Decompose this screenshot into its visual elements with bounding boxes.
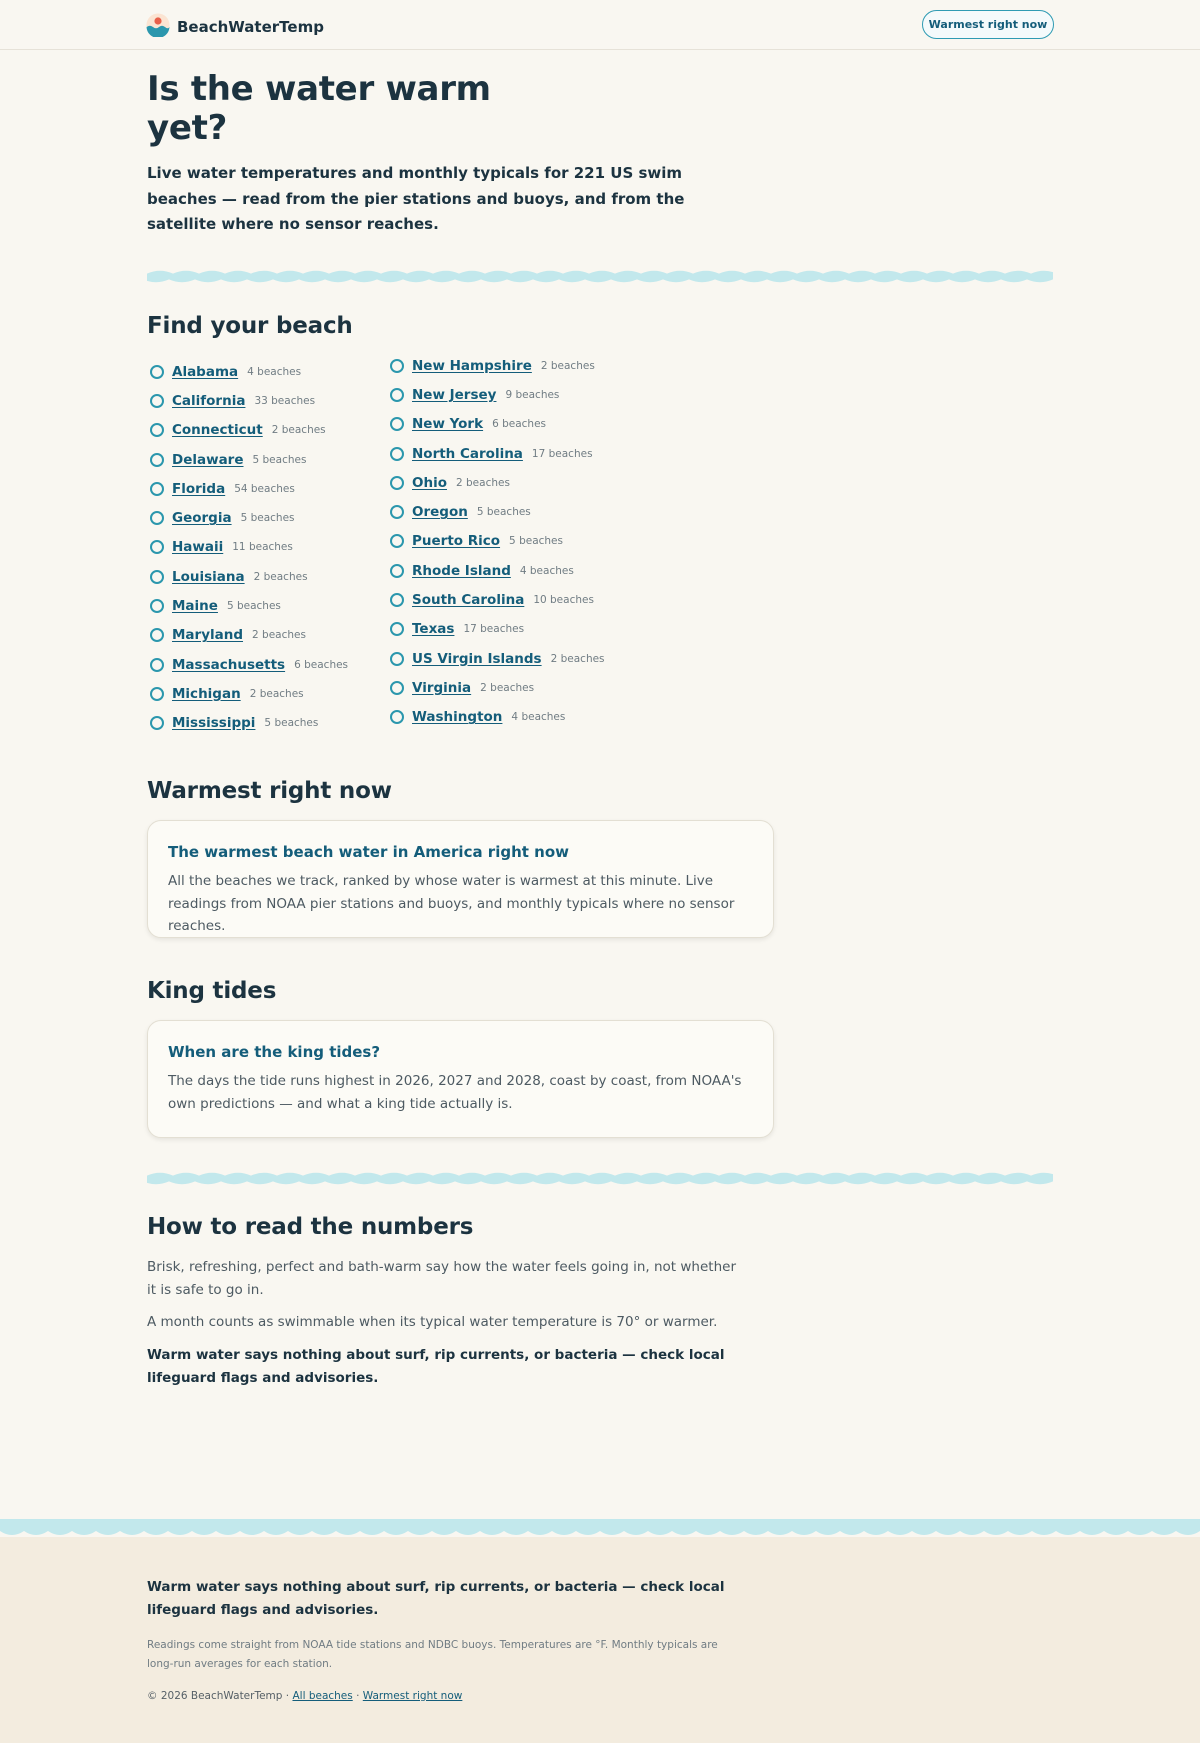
circle-marker-icon (390, 388, 404, 402)
state-link[interactable]: New York (412, 416, 484, 433)
state-list-item (387, 497, 667, 526)
page-title (147, 70, 491, 148)
king-tides-card-title[interactable]: When are the king tides? (168, 1043, 381, 1061)
state-list-item (147, 357, 377, 386)
beach-count: 5 beaches (226, 600, 281, 613)
beach-count: 9 beaches (505, 388, 560, 401)
circle-marker-icon (390, 593, 404, 607)
state-link[interactable]: US Virgin Islands (412, 650, 542, 667)
circle-marker-icon (390, 710, 404, 724)
state-link[interactable]: Georgia (172, 510, 232, 527)
state-link[interactable]: Maine (172, 598, 218, 615)
page-title-line-1: Is the water warm (147, 69, 491, 109)
circle-marker-icon (390, 681, 404, 695)
footer-separator: · (356, 1690, 360, 1702)
state-list-item (387, 439, 667, 468)
state-link[interactable]: Delaware (172, 451, 244, 468)
footer-all-beaches-link[interactable]: All beaches (292, 1690, 353, 1702)
beach-count: 2 beaches (480, 681, 535, 694)
state-link[interactable]: Florida (172, 480, 226, 497)
circle-marker-icon (150, 716, 164, 730)
circle-marker-icon (390, 359, 404, 373)
state-list-item (387, 468, 667, 497)
beach-count: 10 beaches (533, 594, 594, 607)
state-list-item (147, 503, 377, 532)
state-link[interactable]: Puerto Rico (412, 533, 501, 550)
footer-wave (0, 1519, 1200, 1539)
state-list-item (387, 615, 667, 644)
circle-marker-icon (150, 570, 164, 584)
wave-divider (147, 1169, 1053, 1188)
circle-marker-icon (390, 652, 404, 666)
state-link[interactable]: Alabama (172, 363, 239, 380)
read-paragraph-safety: Warm water says nothing about surf, rip currents, or bacteria — check local lifeguard flags and advisories. (147, 1347, 725, 1386)
circle-marker-icon (390, 564, 404, 578)
beach-count: 5 beaches (476, 506, 531, 519)
brand-name: BeachWaterTemp (177, 18, 324, 36)
state-list-item (147, 533, 377, 562)
beach-count: 5 beaches (509, 535, 563, 548)
state-list-item (387, 410, 667, 439)
state-list-item (387, 380, 667, 409)
state-link[interactable]: Massachusetts (172, 656, 286, 673)
read-paragraph-feel: Brisk, refreshing, perfect and bath-warm say how the water feels going in, not whether it is safe to go in. (147, 1259, 736, 1298)
circle-marker-icon (150, 511, 164, 525)
circle-marker-icon (150, 482, 164, 496)
circle-marker-icon (390, 534, 404, 548)
top-nav (0, 0, 1200, 50)
circle-marker-icon (150, 394, 164, 408)
state-list-item (387, 703, 667, 732)
copyright-text: © 2026 BeachWaterTemp · (147, 1690, 290, 1702)
state-list-item (147, 562, 377, 591)
warmest-card-text: All the beaches we track, ranked by whose water is warmest at this minute. Live readings from NOAA pier stations and buoys, and monthly typicals where no sensor reaches. (168, 873, 735, 934)
beach-count: 5 beaches (240, 512, 295, 525)
beach-count: 4 beaches (519, 564, 574, 577)
state-link[interactable]: Michigan (172, 685, 241, 702)
beach-count: 4 beaches (247, 365, 302, 378)
circle-marker-icon (150, 687, 164, 701)
beach-count: 6 beaches (294, 658, 349, 671)
beach-count: 2 beaches (249, 687, 304, 700)
beach-count: 6 beaches (492, 418, 547, 431)
circle-marker-icon (150, 628, 164, 642)
state-link[interactable]: Washington (412, 709, 503, 726)
circle-marker-icon (150, 599, 164, 613)
find-beach-heading: Find your beach (147, 313, 353, 339)
state-list-item (387, 585, 667, 614)
warmest-heading: Warmest right now (147, 778, 392, 804)
beach-count: 54 beaches (234, 482, 295, 495)
beach-count: 11 beaches (232, 541, 293, 554)
beach-count: 17 beaches (463, 623, 525, 636)
circle-marker-icon (390, 622, 404, 636)
state-list-item (147, 679, 377, 708)
brand-link[interactable] (146, 13, 324, 41)
beach-count: 33 beaches (254, 394, 316, 407)
read-paragraph-swimmable: A month counts as swimmable when its typical water temperature is 70° or warmer. (147, 1314, 718, 1330)
state-link[interactable]: North Carolina (412, 445, 523, 462)
state-link[interactable]: California (172, 392, 246, 409)
wave-divider (147, 267, 1053, 286)
beach-count: 2 beaches (252, 629, 306, 642)
beach-count: 4 beaches (511, 711, 566, 724)
beach-count: 2 beaches (271, 424, 326, 437)
state-link[interactable]: Hawaii (172, 539, 224, 556)
footer-safety-warning: Warm water says nothing about surf, rip currents, or bacteria — check local lifeguard flags and advisories. (147, 1579, 725, 1618)
beach-count: 2 beaches (550, 652, 605, 665)
beach-count: 2 beaches (456, 476, 510, 489)
state-list-item (147, 621, 377, 650)
state-list-item (147, 474, 377, 503)
state-list-item (147, 650, 377, 679)
beach-count: 2 beaches (540, 359, 595, 372)
state-link[interactable]: Maryland (172, 627, 244, 644)
states-list-col-2 (387, 351, 667, 732)
warmest-card[interactable] (147, 820, 774, 938)
state-link[interactable]: Texas (412, 621, 455, 638)
state-list-item (147, 709, 377, 738)
circle-marker-icon (390, 417, 404, 431)
read-numbers-heading: How to read the numbers (147, 1214, 474, 1240)
state-list-item (387, 673, 667, 702)
state-link[interactable]: Louisiana (172, 568, 245, 585)
circle-marker-icon (150, 540, 164, 554)
warmest-card-title[interactable]: The warmest beach water in America right now (168, 843, 569, 861)
warmest-right-now-button[interactable]: Warmest right now (922, 10, 1054, 39)
circle-marker-icon (390, 476, 404, 490)
king-tides-card-text: The days the tide runs highest in 2026, 2027 and 2028, coast by coast, from NOAA's own predictions — and what a king tide actually is. (168, 1073, 742, 1112)
beach-wave-logo-icon (146, 13, 170, 41)
footer-data-note: Readings come straight from NOAA tide stations and NDBC buoys. Temperatures are °F. Monthly typicals are long-run averages for each station. (147, 1639, 718, 1670)
state-list-item (147, 445, 377, 474)
circle-marker-icon (150, 453, 164, 467)
state-list-item (387, 351, 667, 380)
beach-count: 5 beaches (252, 453, 307, 466)
state-link[interactable]: Mississippi (172, 715, 256, 732)
circle-marker-icon (150, 423, 164, 437)
hero-subtitle: Live water temperatures and monthly typicals for 221 US swim beaches — read from the pier stations and buoys, and from the satellite where no sensor reaches. (147, 164, 685, 233)
king-tides-heading: King tides (147, 978, 277, 1004)
state-link[interactable]: Connecticut (172, 422, 263, 439)
states-list-col-1 (147, 357, 377, 738)
beach-count: 17 beaches (531, 447, 593, 460)
king-tides-card[interactable] (147, 1020, 774, 1138)
state-link[interactable]: Virginia (412, 679, 472, 696)
beach-count: 2 beaches (253, 570, 308, 583)
footer-warmest-link[interactable]: Warmest right now (362, 1690, 463, 1702)
page-title-line-2: yet? (147, 108, 227, 148)
state-link[interactable]: New Jersey (412, 386, 497, 403)
state-link[interactable]: South Carolina (412, 592, 525, 609)
footer-copyright-line (147, 1690, 462, 1702)
circle-marker-icon (390, 447, 404, 461)
circle-marker-icon (150, 365, 164, 379)
state-link[interactable]: Rhode Island (412, 562, 511, 579)
state-link[interactable]: Ohio (412, 474, 447, 491)
circle-marker-icon (150, 658, 164, 672)
state-list-item (147, 591, 377, 620)
beach-count: 5 beaches (264, 717, 319, 730)
circle-marker-icon (390, 505, 404, 519)
state-list-item (387, 527, 667, 556)
state-list-item (387, 556, 667, 585)
state-list-item (387, 644, 667, 673)
state-link[interactable]: New Hampshire (412, 357, 532, 374)
state-list-item (147, 416, 377, 445)
state-link[interactable]: Oregon (412, 504, 468, 521)
state-list-item (147, 386, 377, 415)
